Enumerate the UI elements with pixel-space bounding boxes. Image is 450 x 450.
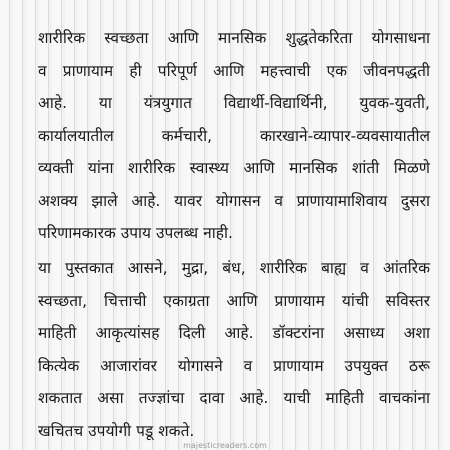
text-line: व्यक्ती यांना शारीरिक स्वास्थ्य आणि मानसिक शांती मिळणे: [38, 159, 430, 177]
text-line: माहिती आकृत्यांसह दिली आहे. डॉक्टरांना असाध्य अशा: [38, 324, 430, 342]
text-line: अशक्य झाले आहे. यावर योगासन व प्राणायामाशिवाय दुसरा: [38, 191, 430, 210]
text-line: या पुस्तकात आसने, मुद्रा, बंध, शारीरिक बाह्य व आंतरिक: [38, 259, 430, 277]
text-line: आहे. या यंत्रयुगात विद्यार्थी-विद्यार्थिनी, युवक-युवती,: [38, 94, 430, 112]
text-line: परिणामकारक उपाय उपलब्ध नाही.: [38, 224, 233, 242]
text-line: व प्राणायाम ही परिपूर्ण आणि महत्त्वाची एक जीवनपद्धती: [38, 61, 430, 80]
text-line: कार्यालयातील कर्मचारी, कारखाने-व्यापार-व्यवसायातील: [38, 126, 430, 145]
text-line: खचितच उपयोगी पडू शकते.: [38, 421, 195, 440]
text-line: शकतात असा तज्ज्ञांचा दावा आहे. याची माहिती वाचकांना: [38, 389, 430, 407]
text-line: कित्येक आजारांवर योगासने व प्राणायाम उपयुक्त ठरू: [38, 356, 430, 375]
watermark: majesticreaders.com: [183, 441, 267, 450]
text-line: शारीरिक स्वच्छता आणि मानसिक शुद्धतेकरिता योगसाधना: [38, 29, 430, 47]
paragraph-2: [38, 252, 430, 447]
text-line: स्वच्छता, चित्ताची एकाग्रता आणि प्राणायाम यांची सविस्तर: [38, 291, 430, 310]
paragraph-1: [38, 22, 430, 250]
